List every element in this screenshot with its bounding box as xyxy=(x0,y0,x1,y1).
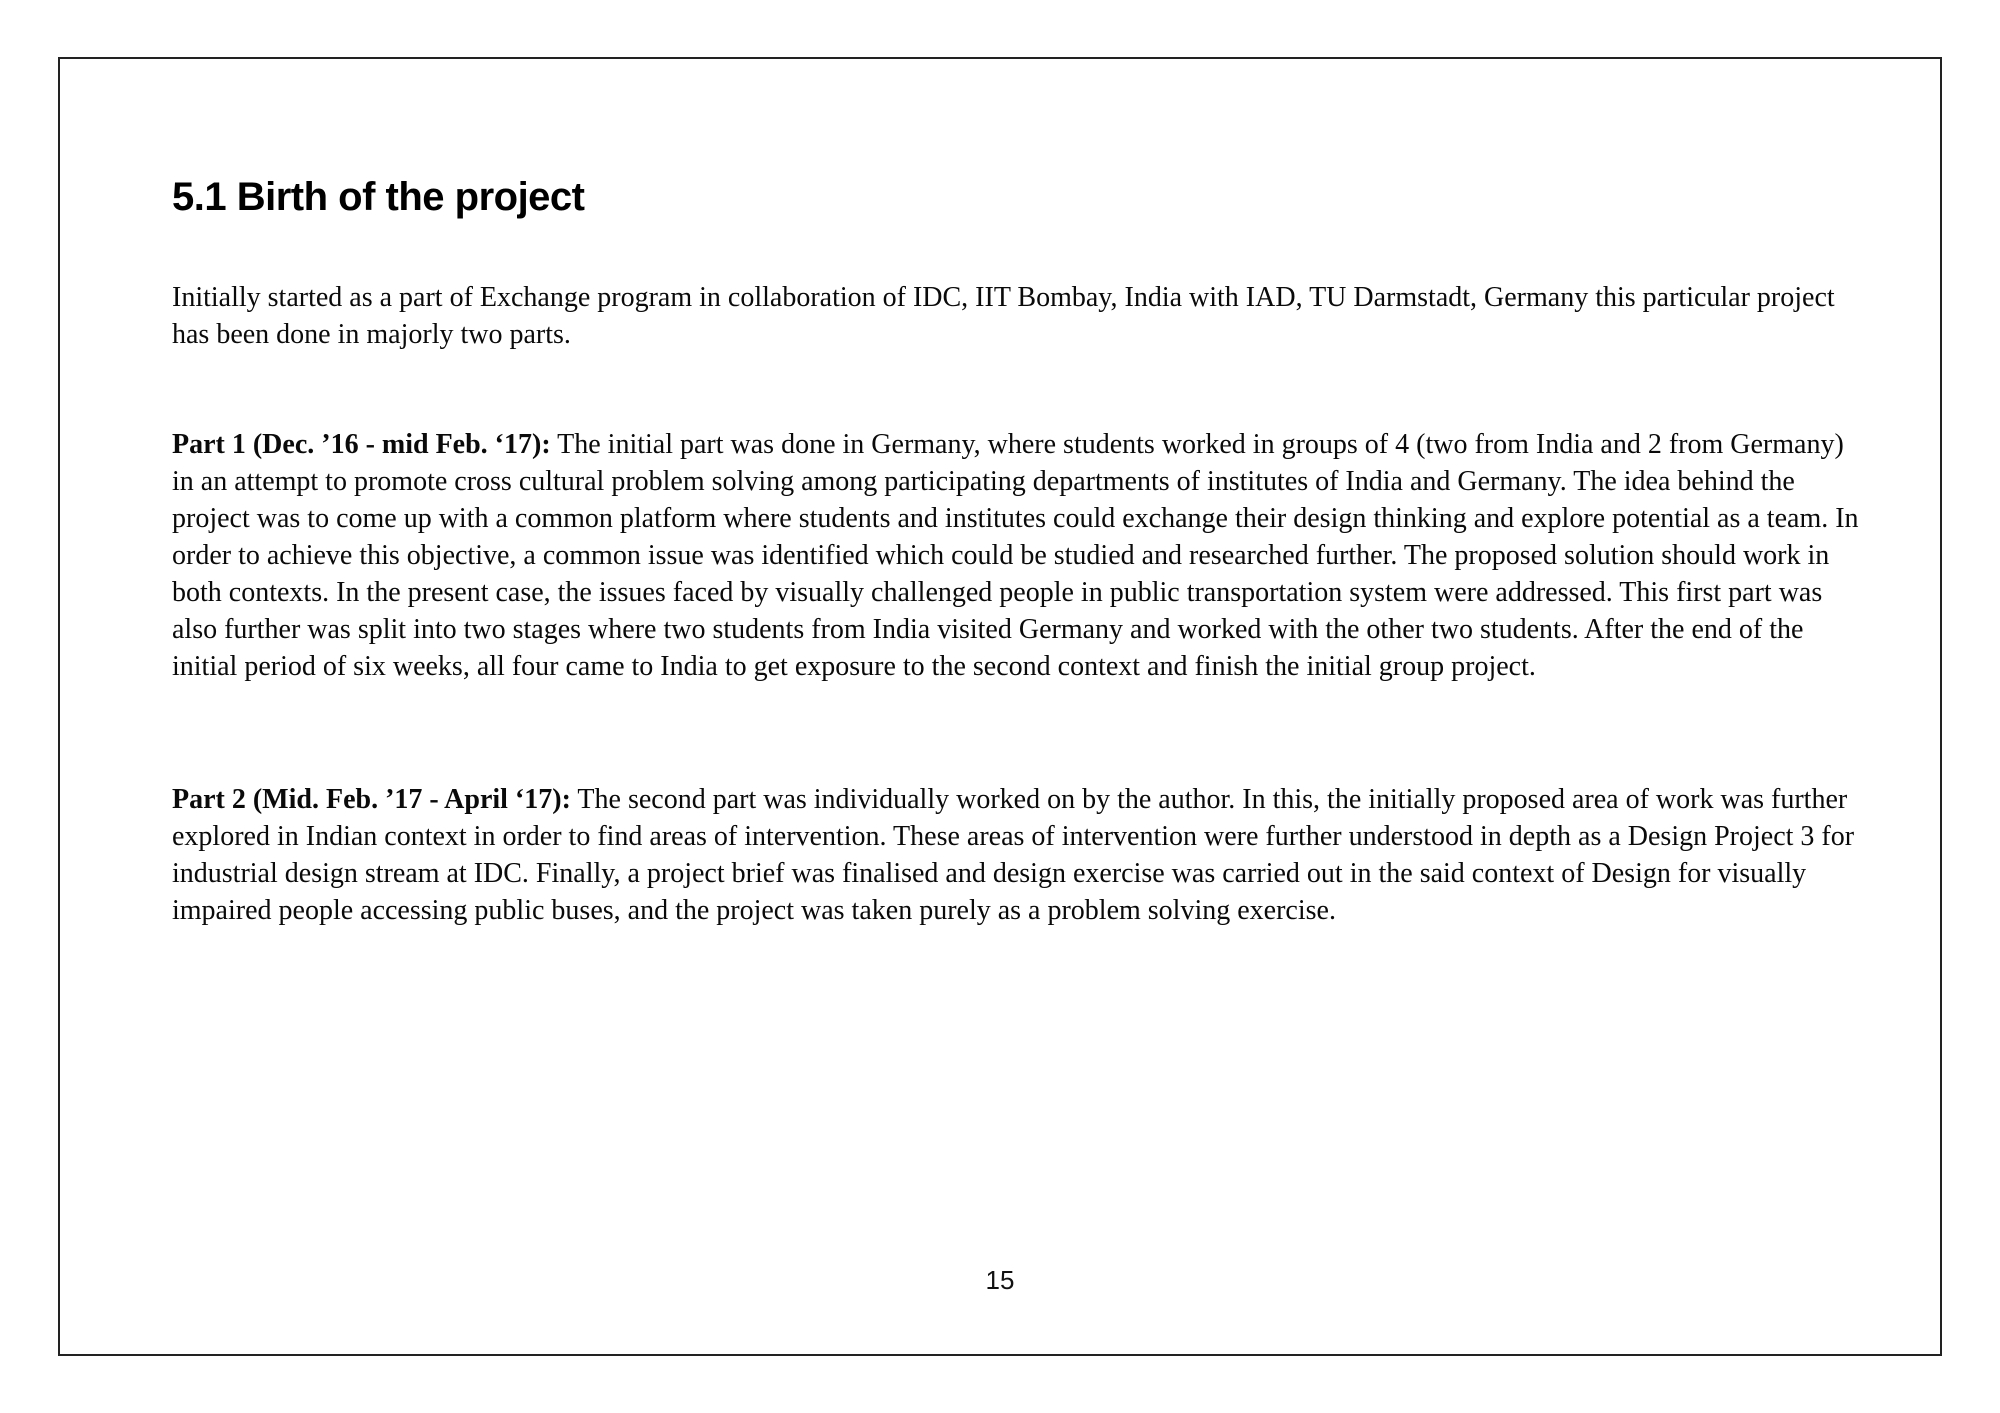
page-border xyxy=(58,57,1942,1356)
part-2-text: The second part was individually worked on by the author. In this, the initially proposed area of work was further explored in Indian context in order to find areas of intervention. These areas of intervention were further understood in depth as a Design Project 3 for industrial design stream at IDC. Finally, a project brief was finalised and design exercise was carried out in the said context of Design for visually impaired people accessing public buses, and the project was taken purely as a problem solving exercise. xyxy=(172,784,1855,926)
part-2-label: Part 2 (Mid. Feb. ’17 - April ‘17): xyxy=(172,784,571,815)
intro-paragraph: Initially started as a part of Exchange program in collaboration of IDC, IIT Bombay, India with IAD, TU Darmstadt, Germany this particular project has been done in majorly two parts. xyxy=(172,282,1835,350)
part-2-paragraph xyxy=(172,781,1872,929)
part-1-paragraph xyxy=(172,426,1872,685)
page-number: 15 xyxy=(985,1265,1015,1295)
section-heading: 5.1 Birth of the project xyxy=(172,175,585,219)
part-1-text: The initial part was done in Germany, where students worked in groups of 4 (two from India and 2 from Germany) in an attempt to promote cross cultural problem solving among participating departments of institutes of India and Germany. The idea behind the project was to come up with a common platform where students and institutes could exchange their design thinking and explore potential as a team. In order to achieve this objective, a common issue was identified which could be studied and researched further. The proposed solution should work in both contexts. In the present case, the issues faced by visually challenged people in public transportation system were addressed. This first part was also further was split into two stages where two students from India visited Germany and worked with the other two students. After the end of the initial period of six weeks, all four came to India to get exposure to the second context and finish the initial group project. xyxy=(172,429,1859,682)
part-1-label: Part 1 (Dec. ’16 - mid Feb. ‘17): xyxy=(172,429,551,460)
